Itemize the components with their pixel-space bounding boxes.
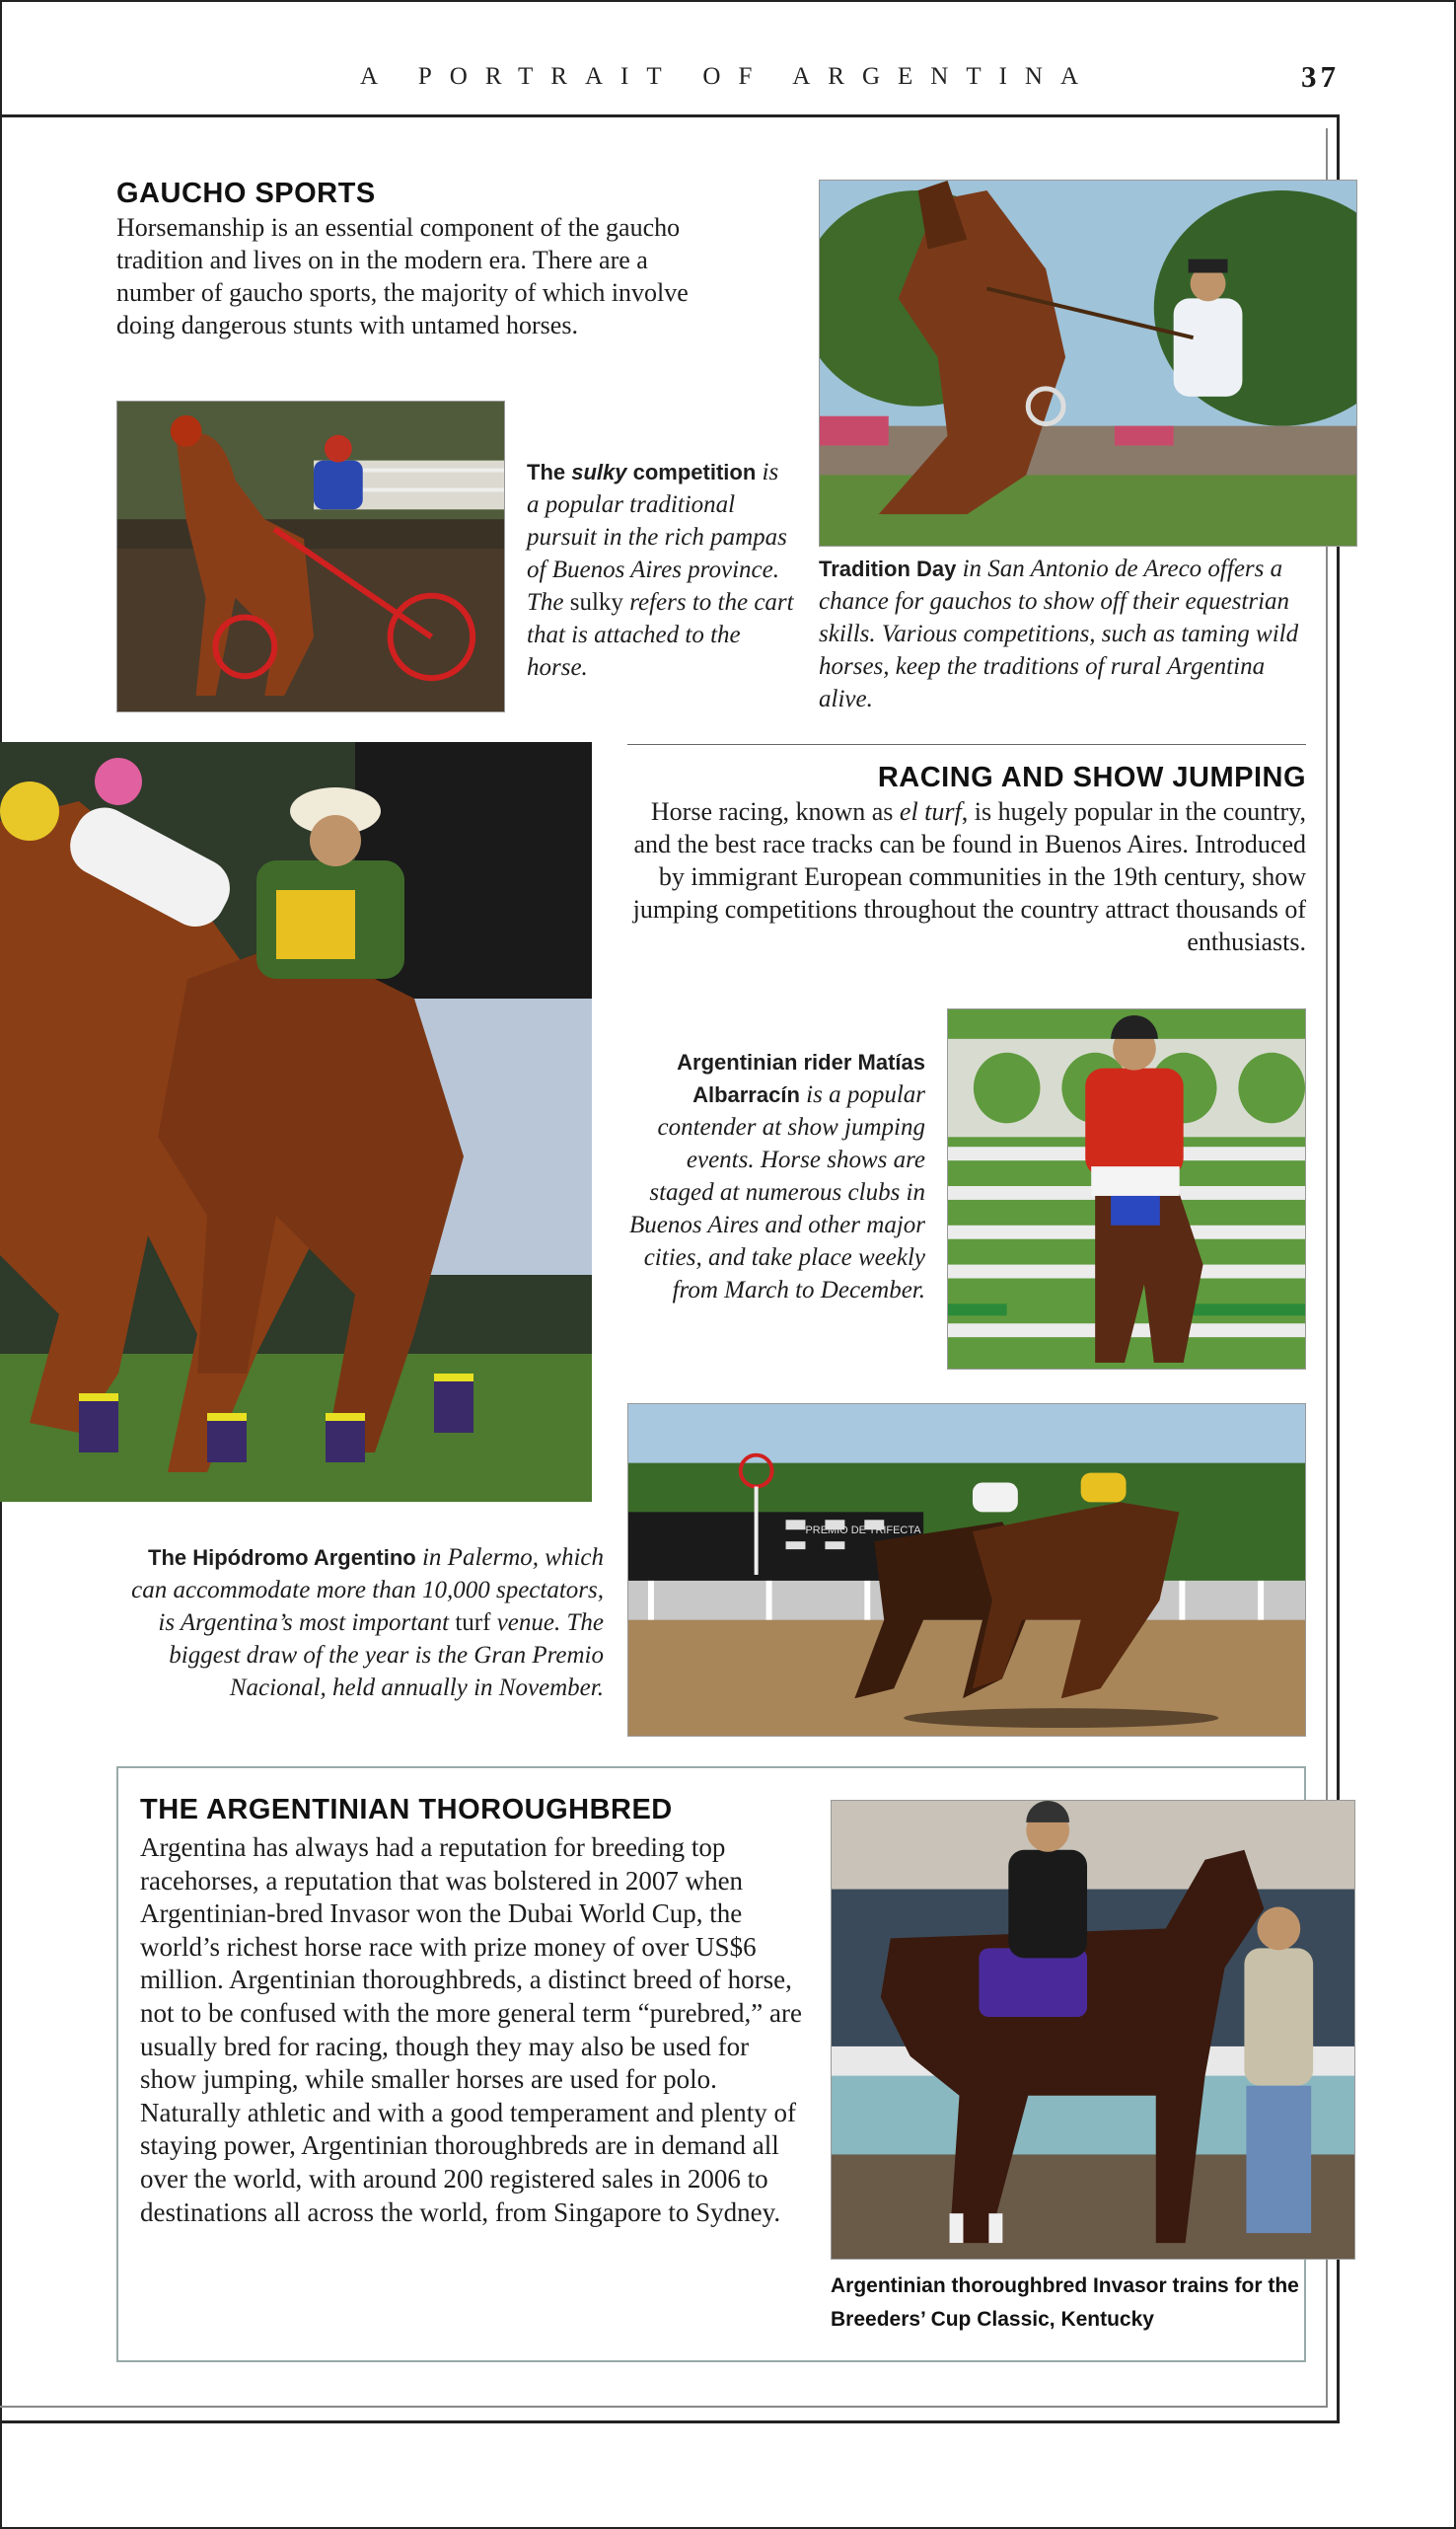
tradition-day-caption-text: in San Antonio de Areco offers a chance for gauchos to show off their equestrian skills. Various competitions, such as taming wild horses, keep the traditions of rural Argentina alive. xyxy=(819,556,1299,712)
sulky-caption-roman: sulky xyxy=(569,589,623,616)
sulky-caption-text1: is a popular traditional pursuit in the rich pampas of Buenos Aires province. The xyxy=(527,459,787,616)
racing-body-pre: Horse racing, known as xyxy=(650,797,900,826)
page-number: 37 xyxy=(1301,59,1340,94)
tradition-day-caption xyxy=(819,553,1312,715)
hipodromo-caption-text2: venue. The biggest draw of the year is the Gran Premio Nacional, held annually in November. xyxy=(169,1609,604,1701)
sulky-caption-lead-end: competition xyxy=(626,460,757,484)
hipodromo-caption-lead: The Hipódromo Argentino xyxy=(148,1545,416,1570)
invasor-photo xyxy=(831,1800,1355,2260)
racing-body xyxy=(621,795,1306,958)
sulky-caption-lead: The xyxy=(527,460,572,484)
sulky-caption-text2: refers to the cart that is attached to the horse. xyxy=(527,589,794,681)
gaucho-sports-heading: GAUCHO SPORTS xyxy=(116,178,376,209)
rider-caption xyxy=(627,1046,925,1306)
polo-photo xyxy=(0,742,592,1502)
hipodromo-caption-text1: in Palermo, which can accommodate more than 10,000 spectators, is Argentina’s most important xyxy=(131,1544,604,1636)
thoroughbred-body: Argentina has always had a reputation for breeding top racehorses, a reputation that was bolstered in 2007 when Argentinian-bred Invasor won the Dubai World Cup, the world’s richest horse race with prize money of over US$6 million. Argentinian thoroughbreds, a distinct breed of horse, not to be confused with the more general term “purebred,” are usually bred for racing, though they may also be used for show jumping, while smaller horses are used for polo. Naturally athletic and with a good temperament and plenty of staying power, Argentinian thoroughbreds are in demand all over the world, with around 200 registered sales in 2006 to destinations all across the world, from Singapore to Sydney. xyxy=(140,1832,802,2227)
hipodromo-caption xyxy=(116,1541,604,1704)
racing-body-post: , is hugely popular in the country, and the best race tracks can be found in Buenos Aires. Introduced by immigrant European communities in the 19th century, show jumping competitions throughout the country attract thousands of enthusiasts. xyxy=(632,797,1306,956)
running-head: A PORTRAIT OF ARGENTINA xyxy=(359,63,1097,90)
hipodromo-photo xyxy=(627,1403,1306,1737)
sulky-caption xyxy=(527,456,795,684)
sulky-caption-lead-italic: sulky xyxy=(571,460,627,484)
show-jumping-photo xyxy=(947,1008,1306,1370)
racing-heading: RACING AND SHOW JUMPING xyxy=(877,762,1306,793)
thoroughbred-heading: THE ARGENTINIAN THOROUGHBRED xyxy=(140,1794,673,1825)
sulky-photo xyxy=(116,401,505,712)
tradition-day-caption-lead: Tradition Day xyxy=(819,557,957,581)
hipodromo-caption-roman: turf xyxy=(455,1609,491,1636)
rider-caption-lead: Argentinian rider Matías Albarracín xyxy=(677,1050,925,1107)
tote-board-text: PREMIO DE TRIFECTA xyxy=(805,1525,921,1537)
tradition-day-photo xyxy=(819,180,1357,547)
racing-section-divider xyxy=(627,744,1306,745)
racing-body-italic: el turf xyxy=(899,797,962,826)
invasor-caption: Argentinian thoroughbred Invasor trains for the Breeders’ Cup Classic, Kentucky xyxy=(831,2274,1299,2331)
gaucho-sports-body: Horsemanship is an essential component of the gaucho tradition and lives on in the modern era. There are a number of gaucho sports, the majority of which involve doing dangerous stunts with untamed horses. xyxy=(116,213,689,339)
rider-caption-text: is a popular contender at show jumping events. Horse shows are staged at numerous clubs in Buenos Aires and other major cities, and take place weekly from March to December. xyxy=(629,1081,925,1303)
